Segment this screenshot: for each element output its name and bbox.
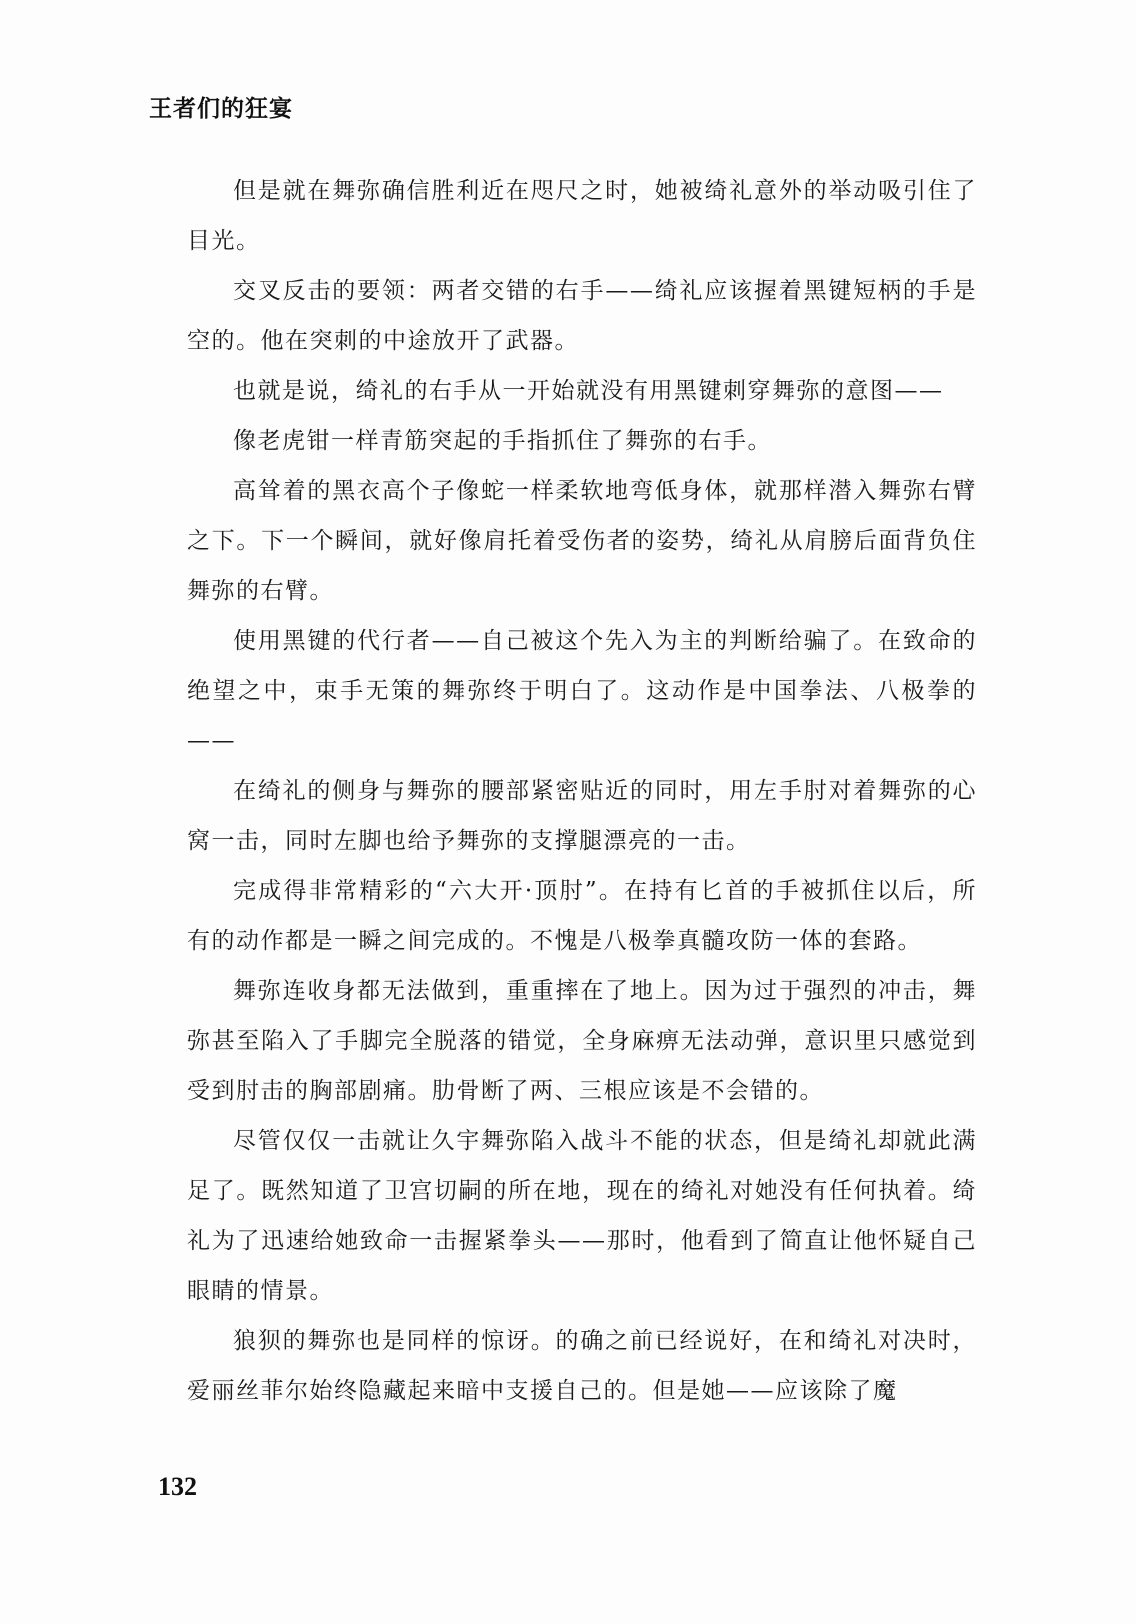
paragraph: 高耸着的黑衣高个子像蛇一样柔软地弯低身体，就那样潜入舞弥右臂之下。下一个瞬间，就好像肩托着受伤者的姿势，绮礼从肩膀后面背负住舞弥的右臂。 [187,478,977,604]
paragraph: 也就是说，绮礼的右手从一开始就没有用黑键刺穿舞弥的意图—— [233,378,944,404]
paragraph: 狼狈的舞弥也是同样的惊讶。的确之前已经说好，在和绮礼对决时，爱丽丝菲尔始终隐藏起来暗中支援自己的。但是她——应该除了魔 [187,1328,977,1404]
paragraph: 尽管仅仅一击就让久宇舞弥陷入战斗不能的状态，但是绮礼却就此满足了。既然知道了卫宫切嗣的所在地，现在的绮礼对她没有任何执着。绮礼为了迅速给她致命一击握紧拳头——那时，他看到了简直让他怀疑自己眼睛的情景。 [187,1128,977,1304]
paragraph: 舞弥连收身都无法做到，重重摔在了地上。因为过于强烈的冲击，舞弥甚至陷入了手脚完全脱落的错觉，全身麻痹无法动弹，意识里只感觉到受到肘击的胸部剧痛。肋骨断了两、三根应该是不会错的。 [187,978,977,1104]
running-title: 王者们的狂宴 [149,95,293,122]
paragraph: 交叉反击的要领：两者交错的右手——绮礼应该握着黑键短柄的手是空的。他在突刺的中途放开了武器。 [187,278,977,354]
paragraph: 使用黑键的代行者——自己被这个先入为主的判断给骗了。在致命的绝望之中，束手无策的舞弥终于明白了。这动作是中国拳法、八极拳的—— [187,628,977,754]
body-text [187,166,977,1416]
paragraph: 完成得非常精彩的“六大开·顶肘”。在持有匕首的手被抓住以后，所有的动作都是一瞬之间完成的。不愧是八极拳真髓攻防一体的套路。 [187,878,977,954]
paragraph: 在绮礼的侧身与舞弥的腰部紧密贴近的同时，用左手肘对着舞弥的心窝一击，同时左脚也给予舞弥的支撑腿漂亮的一击。 [187,778,977,854]
paragraph: 像老虎钳一样青筋突起的手指抓住了舞弥的右手。 [233,428,772,454]
page-number: 132 [158,1472,197,1501]
paragraph: 但是就在舞弥确信胜利近在咫尺之时，她被绮礼意外的举动吸引住了目光。 [187,178,977,254]
